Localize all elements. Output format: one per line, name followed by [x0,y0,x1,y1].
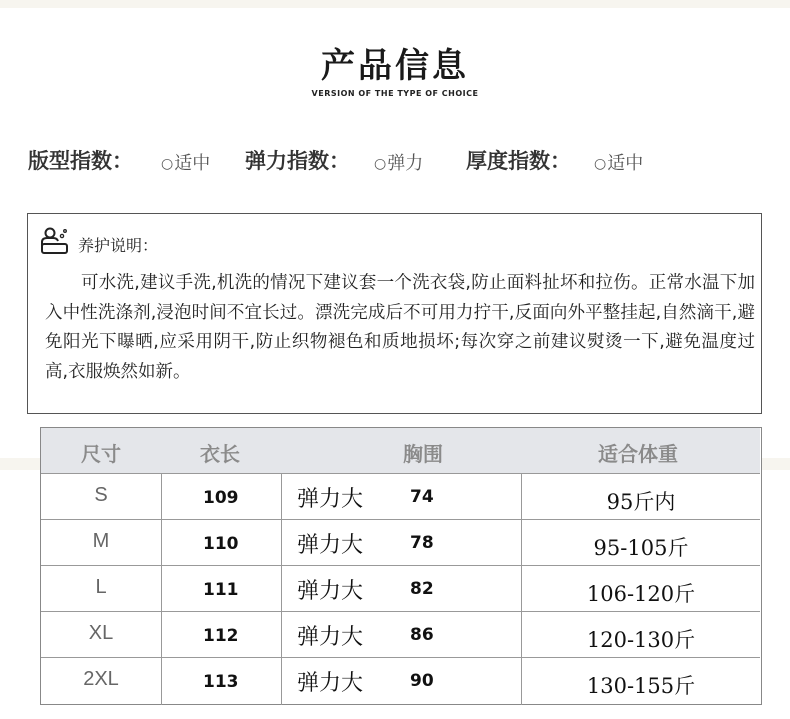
washing-person-icon [39,227,69,255]
fit-index-value: ○适中 [161,153,211,174]
table-header [41,428,760,473]
table-row [41,473,760,519]
header-weight: 适合体重 [598,442,678,466]
care-heading: 养护说明： [78,236,159,255]
thickness-index-label: 厚度指数： [466,149,571,173]
fit-index-label: 版型指数： [28,149,133,173]
elastic-cell: 弹力大 [297,579,364,604]
top-decor-strip [0,0,790,8]
header-length: 衣长 [200,442,240,466]
size-cell: M [92,530,110,552]
length-cell: 112 [203,626,239,646]
length-cell: 111 [203,580,239,600]
elastic-cell: 弹力大 [297,533,364,558]
elastic-cell: 弹力大 [297,671,364,696]
chest-cell: 74 [410,487,434,507]
weight-cell: 120-130斤 [586,628,696,652]
weight-cell: 130-155斤 [586,674,696,698]
size-cell: XL [88,622,114,644]
elastic-index-value: ○弹力 [374,153,424,174]
table-row [41,611,760,657]
thickness-index-value: ○适中 [594,153,644,174]
header-size: 尺寸 [81,442,121,466]
elastic-cell: 弹力大 [297,625,364,650]
size-cell: 2XL [83,668,119,690]
care-text: 可水洗,建议手洗,机洗的情况下建议套一个洗衣袋,防止面料扯坏和拉伤。正常水温下加入中性洗涤剂,浸泡时间不宜长过。漂洗完成后不可用力拧干,反面向外平整挂起,自然滴干,避免阳光下曝晒,应采用阴干,防止织物褪色和质地损坏;每次穿之前建议熨烫一下,避免温度过高,衣服焕然如新。 [45,273,755,382]
chest-cell: 82 [410,579,434,599]
chest-cell: 78 [410,533,434,553]
care-instructions-box [27,213,762,414]
chest-cell: 86 [410,625,434,645]
page-title: 产品信息 [321,46,469,86]
chest-cell: 90 [410,671,434,691]
length-cell: 109 [203,488,239,508]
header-chest: 胸围 [403,442,443,466]
length-cell: 113 [203,672,239,692]
size-cell: S [94,484,108,506]
size-table [40,427,762,705]
length-cell: 110 [203,534,239,554]
table-row [41,519,760,565]
elastic-index-label: 弹力指数： [245,149,350,173]
table-row [41,565,760,611]
weight-cell: 95斤内 [606,490,676,514]
table-row [41,657,760,703]
weight-cell: 95-105斤 [593,536,689,560]
size-cell: L [95,576,107,598]
weight-cell: 106-120斤 [586,582,696,606]
page-subtitle: VERSION OF THE TYPE OF CHOICE [311,89,479,98]
index-bar [0,143,790,177]
elastic-cell: 弹力大 [297,487,364,512]
